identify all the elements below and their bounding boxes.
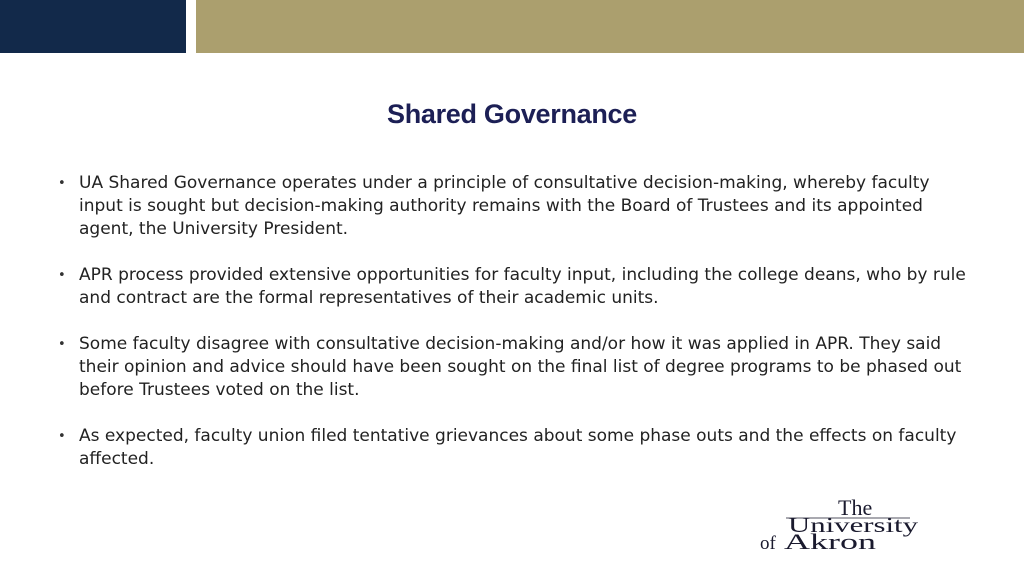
bullet-list	[57, 172, 977, 494]
slide-title: Shared Governance	[386, 99, 637, 129]
logo-line-of: of	[760, 533, 776, 552]
bullet-item	[57, 264, 977, 310]
bullet-icon: •	[58, 337, 66, 352]
header-bar-gold	[196, 0, 1024, 53]
logo-line-university: University	[788, 513, 919, 537]
bullet-icon: •	[58, 268, 66, 283]
bullet-text: As expected, faculty union filed tentative grievances about some phase outs and the effects on faculty affected.	[79, 426, 957, 469]
bullet-item	[57, 425, 977, 471]
bullet-icon: •	[58, 176, 66, 191]
logo-line-akron: Akron	[784, 529, 876, 552]
university-of-akron-logo	[760, 496, 920, 552]
bullet-text: APR process provided extensive opportunities for faculty input, including the college deans, who by rule and contract are the formal representatives of their academic units.	[79, 265, 966, 308]
logo-line-the: The	[838, 496, 873, 520]
bullet-icon: •	[58, 429, 66, 444]
bullet-text: UA Shared Governance operates under a principle of consultative decision-making, whereby faculty input is sought but decision-making authority remains with the Board of Trustees and its appointed agent, the University President.	[79, 173, 930, 239]
header-bar-navy	[0, 0, 186, 53]
bullet-item	[57, 172, 977, 241]
bullet-text: Some faculty disagree with consultative decision-making and/or how it was applied in APR. They said their opinion and advice should have been sought on the final list of degree programs to be phased out before Trustees voted on the list.	[79, 334, 962, 400]
bullet-item	[57, 333, 977, 402]
